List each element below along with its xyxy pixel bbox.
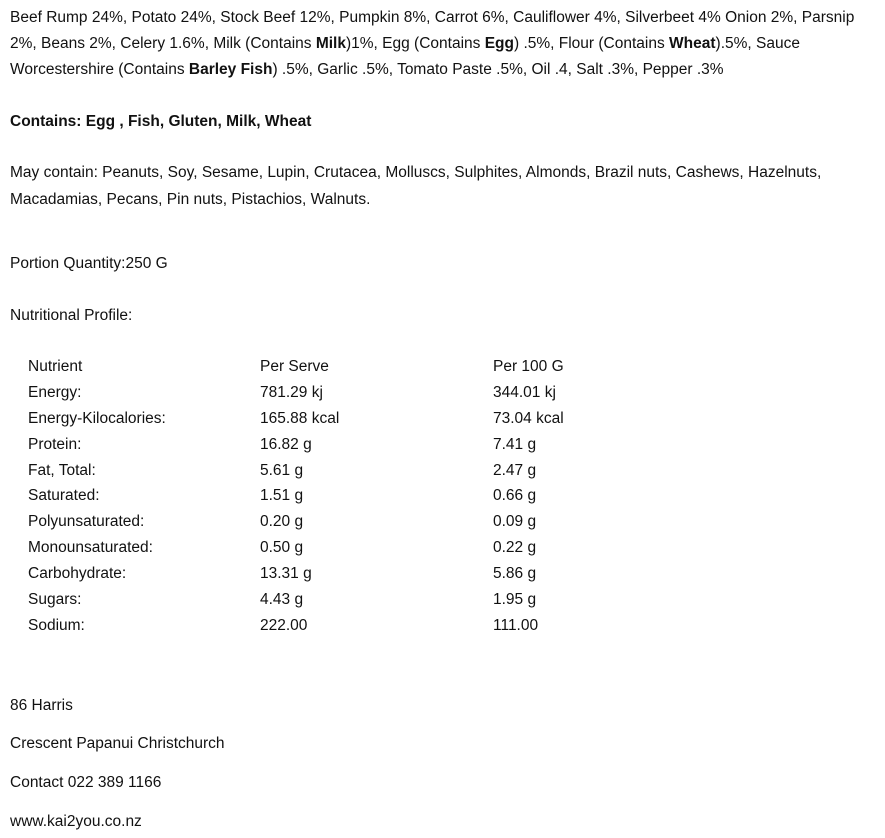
nutrient-name: Sugars: [28,591,82,609]
ingredient-text: )1%, Egg (Contains [345,35,485,52]
nutritional-profile-label: Nutritional Profile: [10,307,133,324]
allergen-may-contain: May contain: Peanuts, Soy, Sesame, Lupin, Crutacea, Molluscs, Sulphites, Almonds, Brazil nuts, Cashews, Hazelnuts, Macadamias, Pecans, Pin nuts, Pistachios, Walnuts. [10,164,822,208]
allergen-highlight: Wheat [669,35,716,52]
per-serve-value: 16.82 g [260,435,312,453]
per-serve-value: 4.43 g [260,591,304,609]
nutrient-name: Polyunsaturated: [28,513,145,531]
per-serve-value: 1.51 g [260,487,304,505]
contact-phone: Contact 022 389 1166 [10,774,162,791]
portion-quantity: Portion Quantity:250 G [10,255,168,272]
allergen-highlight: Barley Fish [188,61,273,78]
per-serve-value: 0.20 g [260,513,304,531]
allergen-contains: Contains: Egg , Fish, Gluten, Milk, Wheat [10,113,312,130]
nutrient-name: Saturated: [28,487,100,505]
nutrient-name: Monounsaturated: [28,539,153,557]
header-nutrient: Nutrient [28,358,83,375]
header-per-100g: Per 100 G [493,358,564,375]
nutrient-name: Fat, Total: [28,461,96,479]
per-serve-value: 0.50 g [260,539,304,557]
per-100g-value: 111.00 [493,616,539,634]
nutrient-name: Protein: [28,435,82,453]
per-100g-value: 0.09 g [493,513,537,531]
per-serve-value: 165.88 kcal [260,409,340,427]
per-100g-value: 73.04 kcal [493,409,564,427]
ingredient-text: ) .5%, Garlic .5%, Tomato Paste .5%, Oil .4, Salt .3%, Pepper .3% [272,61,724,78]
per-serve-value: 13.31 g [260,565,312,583]
per-100g-value: 0.22 g [493,539,537,557]
allergen-highlight: Egg [484,35,514,52]
website-text: www.kai2you.co.nz [10,813,142,830]
address-line-1: 86 Harris [10,697,73,714]
nutrient-name: Energy-Kilocalories: [28,409,166,427]
per-100g-value: 1.95 g [493,591,537,609]
ingredients-paragraph [10,5,880,83]
per-serve-value: 5.61 g [260,461,304,479]
nutrient-name: Energy: [28,383,82,401]
per-100g-value: 2.47 g [493,461,537,479]
nutrient-name: Carbohydrate: [28,565,127,583]
per-100g-value: 0.66 g [493,487,537,505]
ingredient-text: ).5%, Sauce Worcestershire (Contains [10,35,800,78]
nutrient-name: Sodium: [28,616,85,634]
ingredient-text: ) .5%, Flour (Contains [513,35,670,52]
per-100g-value: 344.01 kj [493,383,556,401]
per-serve-value: 781.29 kj [260,383,323,401]
per-100g-value: 5.86 g [493,565,537,583]
per-100g-value: 7.41 g [493,435,537,453]
header-per-serve: Per Serve [260,358,329,375]
allergen-highlight: Milk [315,35,346,52]
per-serve-value: 222.00 [260,616,308,634]
address-line-2: Crescent Papanui Christchurch [10,735,225,752]
ingredient-text: Beef Rump 24%, Potato 24%, Stock Beef 12%, Pumpkin 8%, Carrot 6%, Cauliflower 4%, Silverbeet 4% Onion 2%, Parsnip 2%, Beans 2%, Celery 1.6%, Milk (Contains [10,9,855,52]
